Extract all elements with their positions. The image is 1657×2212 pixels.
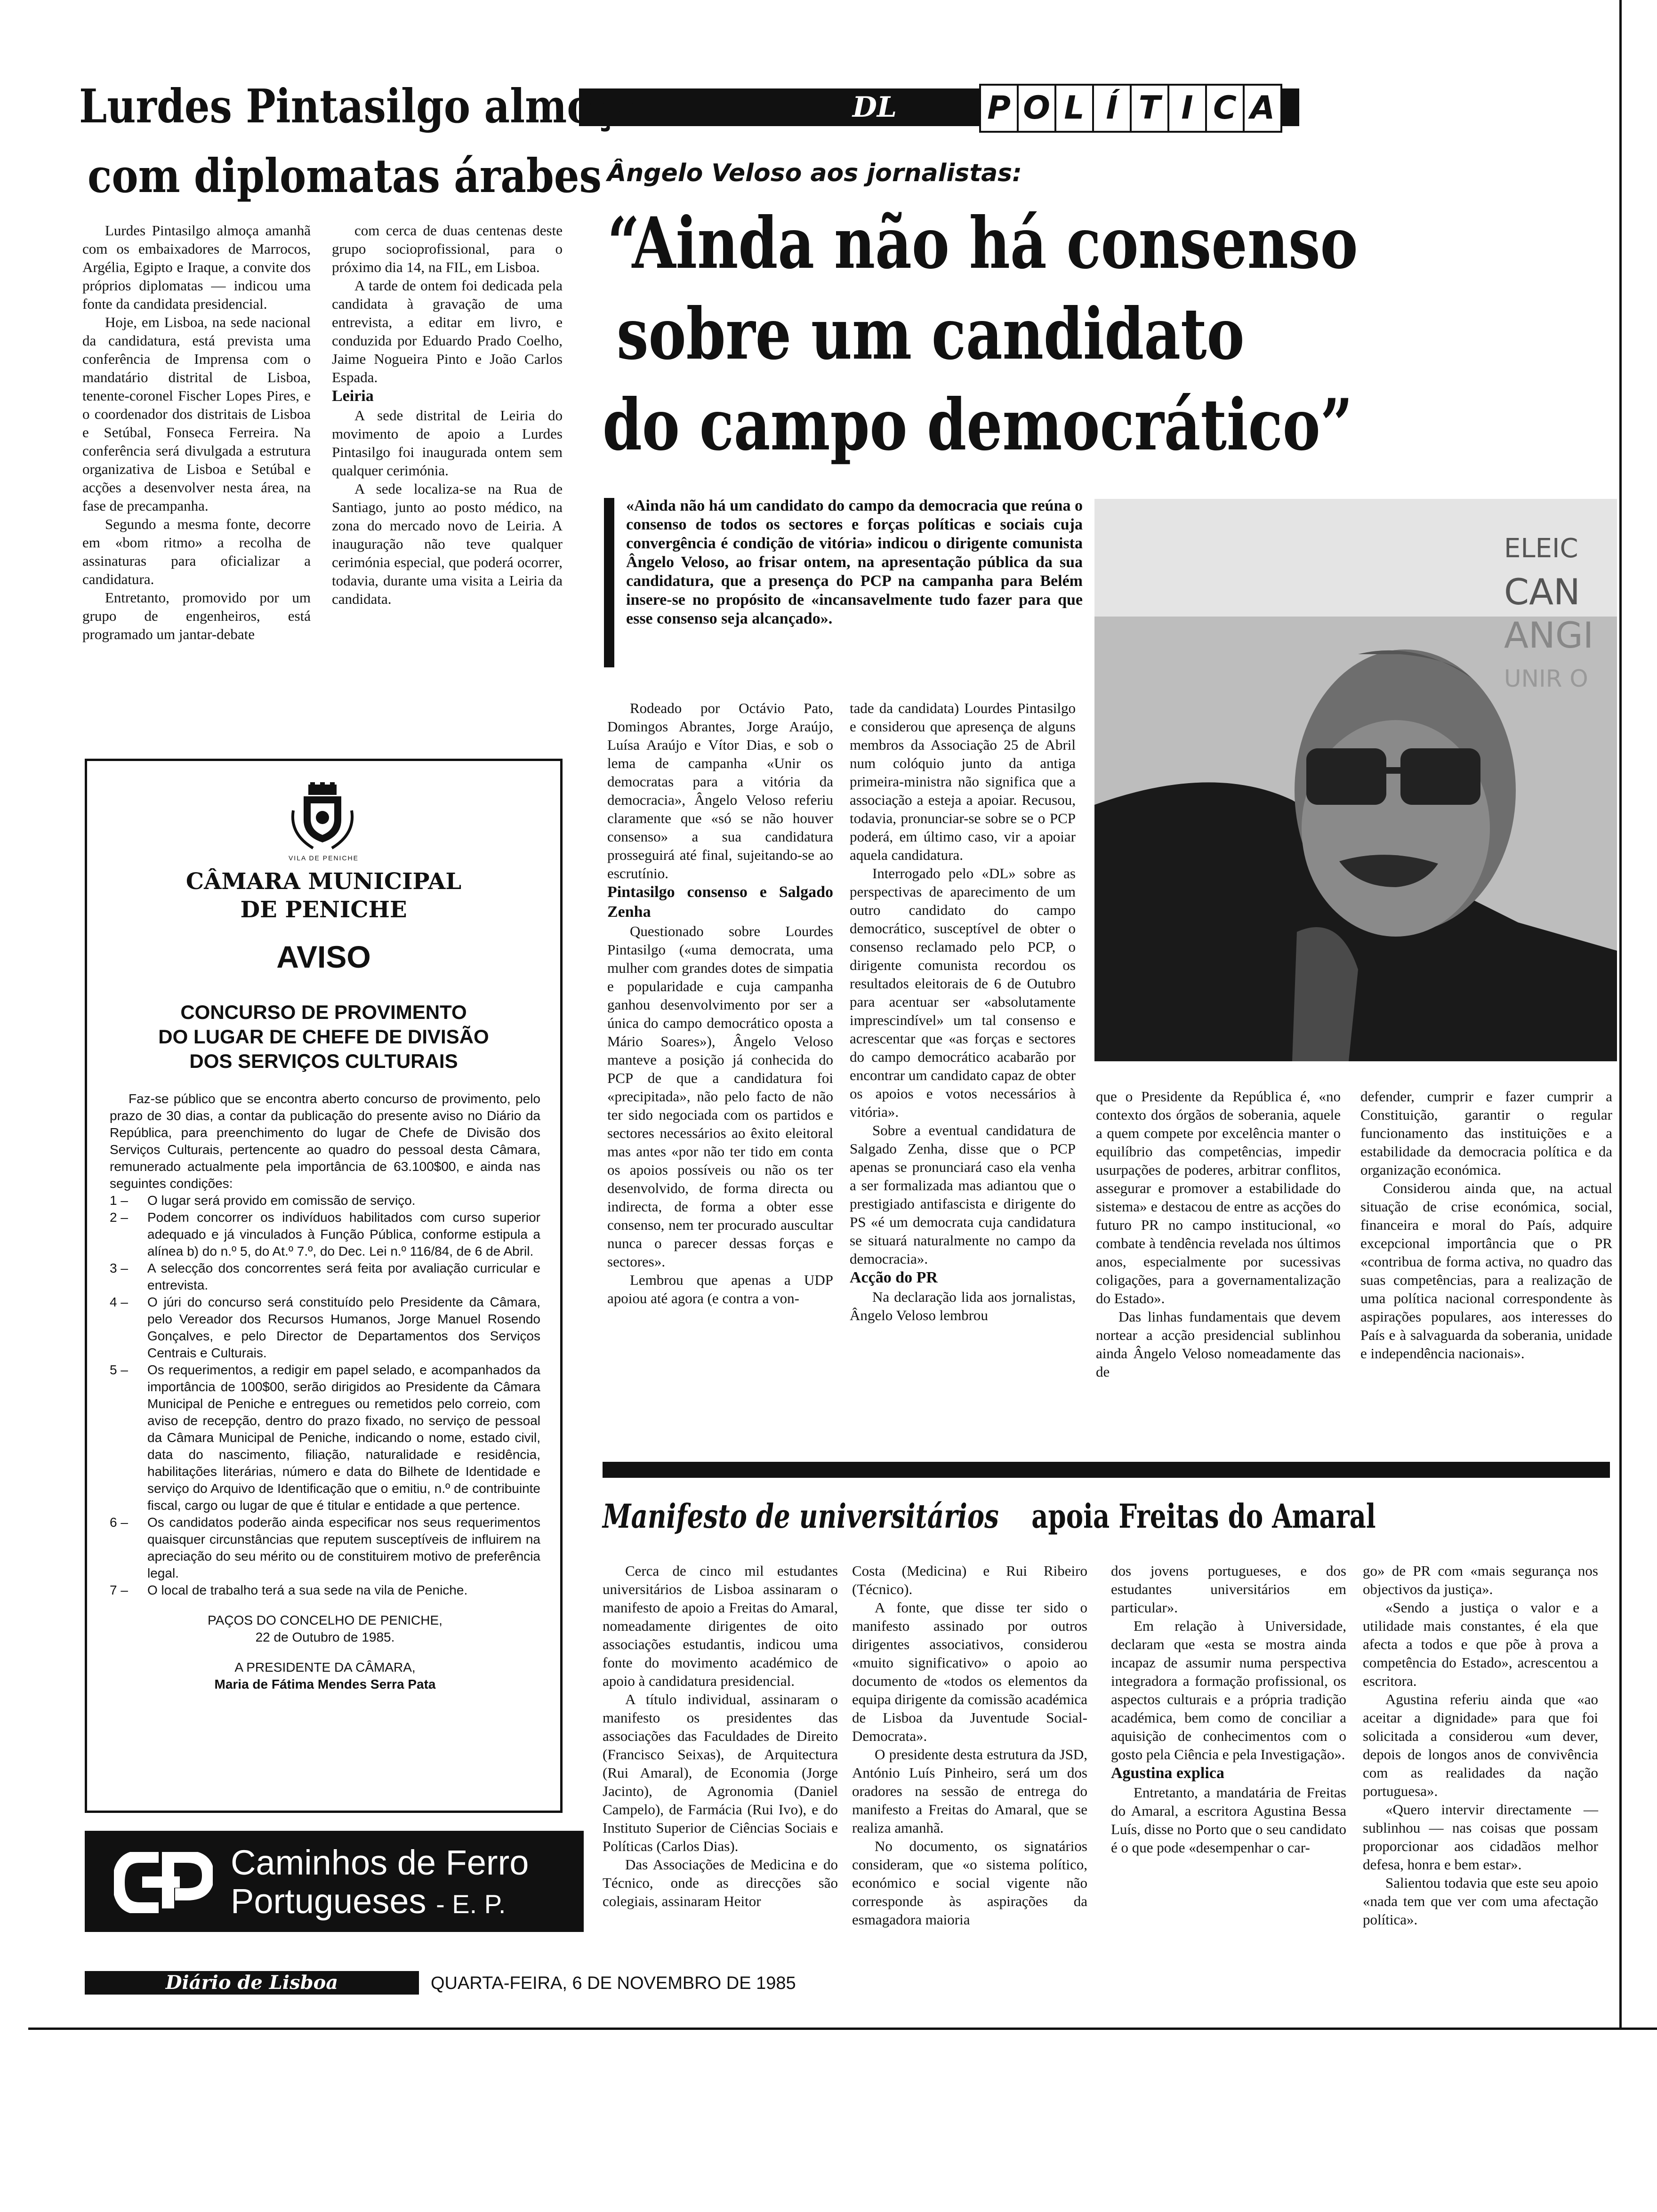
ad-org-line2: DE PENICHE bbox=[240, 897, 407, 923]
main-headline-line1: “Ainda não há consenso bbox=[607, 202, 1358, 285]
section-letter: A bbox=[1250, 89, 1275, 127]
left-headline-line1: Lurdes Pintasilgo almoça bbox=[79, 80, 643, 134]
municipal-notice-ad bbox=[85, 759, 563, 1813]
left-article-col2: com cerca de duas centenas deste grupo socioprofissional, para o próximo dia 14, na FIL, em Lisboa. A tarde de ontem foi dedicada pela candidata à gravação de uma entrevista, a editar em livro, e conduzida por Eduardo Prado Coelho, Jaime Nogueira Pinto e João Carlos Espada. Leiria A sede distrital de Leiria do movimento de apoio a Lurdes Pintasilgo foi inaugurada ontem sem qualquer cerimónia. A sede localiza-se na Rua de Santiago, junto ao posto médico, na zona do mercado novo de Leiria. A inauguração não teve qualquer cerimónia especial, que poderá ocorrer, todavia, durante uma visita a Leiria da candidata. bbox=[332, 222, 563, 607]
section-title-politica bbox=[979, 84, 1282, 133]
section-letter: L bbox=[1056, 86, 1094, 131]
cp-line2-wrap bbox=[231, 1883, 506, 1923]
main-article-col4: defender, cumprir e fazer cumprir a Constituição, garantir o regular funcionamento das instituições e a estabilidade da democracia política e da organização económica. Considerou ainda que, na actual situação de crise económica, social, financeira e moral do País, adquire excepcional importância que o PR «contribua de forma activa, no quadro das suas competências, para a realização de uma política nacional correspondente às aspirações populares, aos interesses do País e à salvaguarda da soberania, unidade e independência nacionais». bbox=[1360, 1088, 1612, 1362]
main-article-col2: tade da candidata) Lourdes Pintasilgo e considerou que apresença de alguns membros da Associação 25 de Abril num colóquio junto da antiga primeira-ministra não significa que a associação a esteja a apoiar. Recusou, todavia, pronunciar-se sobre se o PCP poderá, em último caso, vir a apoiar aquela candidatura. Interrogado pelo «DL» sobre as perspectivas de aparecimento de um outro candidato do campo democrático, susceptível de obter o consenso reclamado pelo PCP, o dirigente comunista recordou os resultados eleitorais de 6 de Outubro para acentuar ser «absolutamente imprescindível» um tal consenso e acrescentar que «as forças e sectores do campo democrático acabarão por encontrar um candidato capaz de obter os apoios e votos necessários à vitória». Sobre a eventual candidatura de Salgado Zenha, disse que o PCP apenas se pronunciará caso ela venha a ser formalizada mas adiantou que o prestigiado antifascista e dirigente do PS «é um democrata cuja candidatura se situará naturalmente no campo da democracia». Acção do PR Na declaração lida aos jornalistas, Ângelo Veloso lembrou bbox=[850, 700, 1076, 1323]
second-article-col1: Cerca de cinco mil estudantes universitários de Lisboa assinaram o manifesto de apoio a Freitas do Amaral, nomeadamente dirigentes de oito associações estudantis, indicou uma fonte do movimento académico de apoio à candidatura presidencial. A título individual, assinaram o manifesto os presidentes das associações das Faculdades de Direito (Francisco Seixas), de Arquitectura (Rui Amaral), de Economia (Jorge Jacinto), de Agronomia (Daniel Campelo), de Farmácia (Rui Ivo), e do Instituto Superior de Ciências Sociais e Políticas (Carlos Dias). Das Associações de Medicina e do Técnico, onde as direcções são colegiais, assinaram Heitor bbox=[603, 1563, 838, 1909]
ad-item: 5 – Os requerimentos, a redigir em papel selado, e acompanhados da importância de 100$00, serão dirigidos ao Presidente da Câmara Municipal de Peniche e entregues ou remetidos pelo correio, com aviso de recepção, dentro do prazo fixado, no serviço de pessoal da Câmara Municipal de Peniche, indicando o nome, estado civil, data do nascimento, filiação, naturalidade e residência, habilitações literárias, número e data do Bilhete de Identidade e serviço do Arquivo de Identificação que o emitiu, n.º de contribuinte fiscal, cargo ou lugar de que é titular e entidade a que pertence. bbox=[110, 1362, 540, 1513]
main-headline-line3: do campo democrático” bbox=[603, 384, 1353, 466]
subhead-accao-pr: Acção do PR bbox=[850, 1269, 938, 1286]
ad-item: 2 – Podem concorrer os indivíduos habilitados com curso superior adequado e já vinculados à Função Pública, conforme estipula a alínea b) do n.º 5, do At.º 7.º, do Dec. Lei n.º 116/84, de 6 de Abril. bbox=[110, 1210, 540, 1258]
subhead-leiria: Leiria bbox=[332, 387, 374, 405]
dl-logo: DL bbox=[852, 91, 897, 124]
ad-org-line1: CÂMARA MUNICIPAL bbox=[185, 868, 462, 895]
speaker-photo bbox=[1094, 499, 1617, 1061]
cp-advertisement bbox=[85, 1831, 584, 1932]
article-divider-bar bbox=[603, 1462, 1610, 1478]
ad-intro: Faz-se público que se encontra aberto concurso de provimento, pelo prazo de 30 dias, a contar da publicação do presente aviso no Diário da República, para preenchimento do lugar de Chefe de Divisão dos Serviços Culturais, pertencente ao quadro do pessoal desta Câmara, remunerado actualmente pela importância de 63.100$00, e ainda nas seguintes condições: bbox=[110, 1091, 540, 1191]
main-lead: «Ainda não há um candidato do campo da democracia que reúna o consenso de todos os sectores e forças políticas e sociais cuja convergência é condição de vitória» indicou o dirigente comunista Ângelo Veloso, ao frisar ontem, na apresentação pública da sua candidatura, que a presença do PCP na campanha para Belém insere-se no propósito de «incansavelmente tudo fazer para que esse consenso seja alcançado». bbox=[626, 497, 1083, 627]
ad-signer-name: Maria de Fátima Mendes Serra Pata bbox=[214, 1677, 436, 1691]
left-headline-line2: com diplomatas árabes bbox=[88, 149, 602, 203]
section-letter: P bbox=[981, 86, 1019, 131]
footer-date: QUARTA-FEIRA, 6 DE NOVEMBRO DE 1985 bbox=[431, 1973, 796, 1993]
ad-item: 4 – O júri do concurso será constituído pelo Presidente da Câmara, pelo Vereador dos Recursos Humanos, Jorge Manuel Rosendo Gonçalves, e pelo Director de Departamentos dos Serviços Centrais e Culturais. bbox=[110, 1295, 540, 1360]
main-kicker: Ângelo Veloso aos jornalistas: bbox=[607, 159, 1022, 187]
ad-title-line1: CONCURSO DE PROVIMENTO bbox=[180, 1001, 467, 1023]
ad-item: 1 – O lugar será provido em comissão de serviço. bbox=[110, 1193, 416, 1208]
second-headline-part1: Manifesto de universitários bbox=[603, 1497, 999, 1536]
main-article-col3: que o Presidente da República é, «no contexto dos órgãos de soberania, aquele a quem compete por excelência manter o equilíbrio das competências, impedir usurpações de poderes, arbitrar conflitos, assegurar e promover a estabilidade do sistema» e destacou de entre as acções do futuro PR no campo institucional, «o combate à tendência revelada nos últimos anos, especialmente por sucessivas coligações, para a governamentalização do Estado». Das linhas fundamentais que devem nortear a acção presidencial sublinhou ainda Ângelo Veloso nomeadamente das de bbox=[1096, 1088, 1341, 1380]
subhead-agustina: Agustina explica bbox=[1111, 1764, 1224, 1782]
page-bottom-rule bbox=[28, 2028, 1657, 2030]
ad-date: 22 de Outubro de 1985. bbox=[255, 1630, 395, 1644]
main-headline-line2: sobre um candidato bbox=[617, 293, 1245, 376]
ad-item: 6 – Os candidatos poderão ainda especificar nos seus requerimentos quaisquer circunstâncias que reputem susceptíveis de influirem na apreciação do seu mérito ou de constituirem motivo de preferência legal. bbox=[110, 1515, 540, 1580]
section-letter: C bbox=[1207, 86, 1245, 131]
section-letter: Í bbox=[1094, 86, 1132, 131]
cp-line1: Caminhos de Ferro bbox=[231, 1843, 529, 1882]
ad-title-line3: DOS SERVIÇOS CULTURAIS bbox=[189, 1050, 458, 1072]
seal-caption: VILA DE PENICHE bbox=[288, 854, 359, 862]
cp-line2: Portugueses bbox=[231, 1882, 426, 1921]
municipal-seal-icon bbox=[290, 782, 355, 853]
ad-title-line2: DO LUGAR DE CHEFE DE DIVISÃO bbox=[158, 1026, 489, 1048]
cp-logo-icon bbox=[114, 1852, 213, 1913]
ad-body bbox=[110, 1090, 540, 1693]
section-letter: T bbox=[1132, 86, 1169, 131]
page-right-rule bbox=[1619, 0, 1622, 2028]
ad-item: 3 – A selecção dos concorrentes será feita por avaliação curricular e entrevista. bbox=[110, 1261, 540, 1292]
second-article-col4: go» de PR com «mais segurança nos objectivos da justiça». «Sendo a justiça o valor e a utilidade mais constantes, é ela que afecta a todos e que põe à prova a competência do Estado», acrescentou a escritora. Agustina referiu ainda que «ao aceitar a dignidade» para que foi solicitada a considerou «um dever, depois de longos anos de convivência com as realidades da nação portuguesa». «Quero intervir directamente — sublinhou — nas coisas que possam proporcionar aos cidadãos melhor defesa, honra e bem estar». Salientou todavia que este seu apoio «nada tem que ver com uma afectação política». bbox=[1363, 1563, 1598, 1928]
lead-accent-bar bbox=[604, 498, 614, 667]
photo-sign-text: ELEIC CAN ANGI UNIR O bbox=[1504, 533, 1594, 692]
ad-item: 7 – O local de trabalho terá a sua sede na vila de Peniche. bbox=[110, 1583, 468, 1597]
section-letter: I bbox=[1169, 86, 1207, 131]
main-article-col1: Rodeado por Octávio Pato, Domingos Abrantes, Jorge Araújo, Luísa Araújo e Vítor Dias, e sob o lema de campanha «Unir os democratas para a vitória da democracia», Ângelo Veloso referiu claramente que «só se não houver consenso» a sua candidatura prosseguirá até final, sujeitando-se ao escrutínio. Pintasilgo consenso e Salgado Zenha Questionado sobre Lourdes Pintasilgo («uma democrata, uma mulher com grandes dotes de simpatia e popularidade e cuja campanha ganhou desenvolvimento por ser a única do campo democrático oposta a Mário Soares»), Ângelo Veloso manteve a posição já conhecida do PCP de que a candidatura foi «precipitada», não pelo facto de não ter sido negociada com os partidos e sectores necessários ao êxito eleitoral mas antes «por não ter tido em conta os apoios possíveis ou não os ter desenvolvido, de forma directa ou indirecta, de forma a obter esse consenso, nem ter procurado auscultar nunca o parecer dessas forças e sectores». Lembrou que apenas a UDP apoiou até agora (e contra a von- bbox=[607, 700, 833, 1306]
second-headline-part2: apoia Freitas do Amaral bbox=[1031, 1497, 1376, 1536]
second-article-col3: dos jovens portugueses, e dos estudantes universitários em particular». Em relação à Universidade, declaram que «esta se mostra ainda incapaz de assumir numa perspectiva integradora a formação profissional, os aspectos culturais e a própria tradição académica, bem como de conciliar a aquisição de conhecimentos com o gosto pela Ciência e pela Investigação». Agustina explica Entretanto, a mandatária de Freitas do Amaral, a escritora Agustina Bessa Luís, disse no Porto que o seu candidato é o que pode «desempenhar o car- bbox=[1111, 1563, 1346, 1856]
section-letter: O bbox=[1019, 86, 1056, 131]
ad-signer-title: A PRESIDENTE DA CÂMARA, bbox=[234, 1660, 416, 1675]
left-article-col1: Lurdes Pintasilgo almoça amanhã com os embaixadores de Marrocos, Argélia, Egipto e Iraque, a convite dos próprios diplomatas — indicou uma fonte da candidata presidencial. Hoje, em Lisboa, na sede nacional da candidatura, está prevista uma conferência de Imprensa com o mandatário distrital de Lisboa, tenente-coronel Fischer Lopes Pires, e o coordenador dos distritais de Lisboa e Setúbal, Fonseca Ferreira. Na conferência será divulgada a estrutura organizativa de Lisboa e Setúbal e acções a desenvolver nesta área, na fase de precampanha. Segundo a mesma fonte, decorre em «bom ritmo» a recolha de assinaturas para oficializar a candidatura. Entretanto, promovido por um grupo de engenheiros, está programado um jantar-debate bbox=[82, 222, 311, 642]
ad-place: PAÇOS DO CONCELHO DE PENICHE, bbox=[208, 1613, 442, 1627]
second-headline bbox=[603, 1497, 1376, 1536]
footer-paper-name: Diário de Lisboa bbox=[85, 1971, 419, 1995]
cp-suffix: - E. P. bbox=[436, 1889, 506, 1919]
subhead-pintasilgo: Pintasilgo consenso e Salgado Zenha bbox=[607, 883, 833, 921]
second-article-col2: Costa (Medicina) e Rui Ribeiro (Técnico). A fonte, que disse ter sido o manifesto assinado por outros dirigentes associativos, considerou «muito significativo» o apoio ao documento de «todos os elementos da equipa dirigente da comissão académica de Lisboa da Juventude Social-Democrata». O presidente desta estrutura da JSD, António Luís Pinheiro, será um dos oradores na sessão de entrega do manifesto a Freitas do Amaral, que se realiza amanhã. No documento, os signatários consideram, que «o sistema político, económico e social vigente não corresponde às aspirações da esmagadora maioria bbox=[852, 1563, 1087, 1928]
ad-aviso: AVISO bbox=[276, 939, 371, 974]
